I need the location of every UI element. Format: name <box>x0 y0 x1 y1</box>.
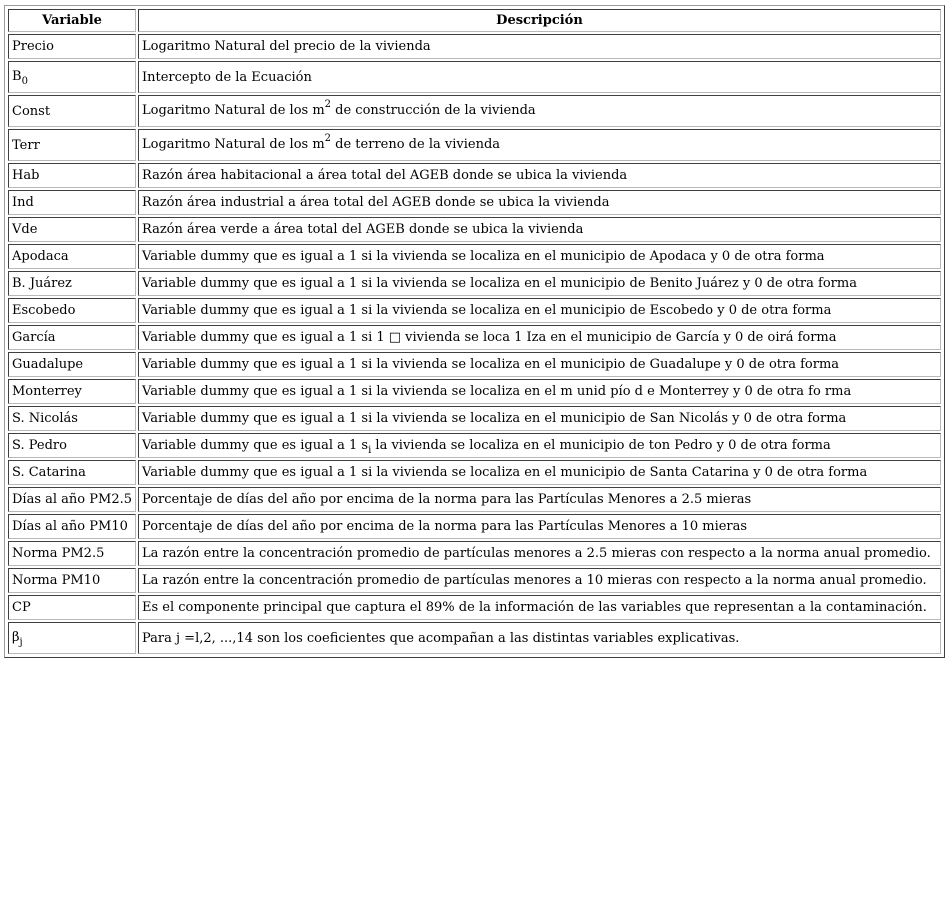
description-cell: Razón área industrial a área total del AGEB donde se ubica la vivienda <box>138 190 941 215</box>
description-superscript: 2 <box>324 133 332 144</box>
variable-cell: Guadalupe <box>8 352 136 377</box>
description-cell: Porcentaje de días del año por encima de la norma para las Partículas Menores a 10 mieras <box>138 514 941 539</box>
table-row <box>8 61 941 93</box>
variable-cell: Terr <box>8 129 136 161</box>
description-cell: Variable dummy que es igual a 1 si la vivienda se localiza en el municipio de Escobedo y 0 de otra forma <box>138 298 941 323</box>
variable-subscript: 0 <box>21 76 28 87</box>
description-text: Variable dummy que es igual a 1 s <box>142 437 369 453</box>
table-row <box>8 595 941 620</box>
table-row <box>8 325 941 350</box>
description-cell: Variable dummy que es igual a 1 si 1 □ vivienda se loca 1 Iza en el municipio de García y 0 de oirá forma <box>138 325 941 350</box>
table-row <box>8 622 941 654</box>
variable-cell: B. Juárez <box>8 271 136 296</box>
description-cell: Para j =l,2, ...,14 son los coeficientes que acompañan a las distintas variables explicativas. <box>138 622 941 654</box>
variable-cell: S. Catarina <box>8 460 136 485</box>
table-header-row <box>8 9 941 32</box>
variable-cell: García <box>8 325 136 350</box>
variable-cell: Ind <box>8 190 136 215</box>
header-descripcion: Descripción <box>138 9 941 32</box>
header-variable: Variable <box>8 9 136 32</box>
description-cell: Razón área habitacional a área total del AGEB donde se ubica la vivienda <box>138 163 941 188</box>
description-cell: Intercepto de la Ecuación <box>138 61 941 93</box>
description-cell: Variable dummy que es igual a 1 si la vivienda se localiza en el municipio de Apodaca y 0 de otra forma <box>138 244 941 269</box>
description-cell: Variable dummy que es igual a 1 si la vivienda se localiza en el municipio de Santa Catarina y 0 de otra forma <box>138 460 941 485</box>
table-row <box>8 568 941 593</box>
table-row <box>8 379 941 404</box>
table-row <box>8 129 941 161</box>
description-text: de terreno de la vivienda <box>331 137 501 152</box>
variable-cell: Días al año PM10 <box>8 514 136 539</box>
variable-cell: Monterrey <box>8 379 136 404</box>
description-text: la vivienda se localiza en el municipio de ton Pedro y 0 de otra forma <box>371 437 831 453</box>
description-cell: Variable dummy que es igual a 1 si la vivienda se localiza en el municipio de San Nicolás y 0 de otra forma <box>138 406 941 431</box>
table-row <box>8 406 941 431</box>
description-text: de construcción de la vivienda <box>331 103 536 118</box>
table-row <box>8 541 941 566</box>
variable-cell: Vde <box>8 217 136 242</box>
description-text: Logaritmo Natural de los m <box>142 103 325 118</box>
table-row <box>8 352 941 377</box>
description-cell: Variable dummy que es igual a 1 si la vivienda se localiza en el m unid pío d e Monterrey y 0 de otra fo rma <box>138 379 941 404</box>
table-row <box>8 163 941 188</box>
variable-symbol: B <box>12 69 22 84</box>
table-row <box>8 298 941 323</box>
variables-table <box>6 7 943 656</box>
table-row <box>8 487 941 512</box>
variables-table-frame <box>4 5 945 658</box>
description-cell <box>138 433 941 458</box>
variable-cell: Escobedo <box>8 298 136 323</box>
variable-cell: Const <box>8 95 136 127</box>
description-cell: Razón área verde a área total del AGEB donde se ubica la vivienda <box>138 217 941 242</box>
variable-cell: Hab <box>8 163 136 188</box>
table-row <box>8 460 941 485</box>
variable-cell <box>8 61 136 93</box>
variable-symbol: β <box>12 630 20 645</box>
table-row <box>8 95 941 127</box>
description-cell <box>138 95 941 127</box>
description-superscript: 2 <box>324 99 332 110</box>
table-row <box>8 271 941 296</box>
description-cell: Porcentaje de días del año por encima de la norma para las Partículas Menores a 2.5 mieras <box>138 487 941 512</box>
variable-cell: Norma PM2.5 <box>8 541 136 566</box>
variable-cell: Apodaca <box>8 244 136 269</box>
description-cell: Logaritmo Natural del precio de la vivienda <box>138 34 941 59</box>
table-row <box>8 190 941 215</box>
description-cell: Es el componente principal que captura el 89% de la información de las variables que representan a la contaminación. <box>138 595 941 620</box>
variable-cell: Días al año PM2.5 <box>8 487 136 512</box>
description-cell: La razón entre la concentración promedio de partículas menores a 10 mieras con respecto a la norma anual promedio. <box>138 568 941 593</box>
variable-subscript: j <box>19 637 23 648</box>
table-row <box>8 244 941 269</box>
variable-cell <box>8 622 136 654</box>
variable-cell: CP <box>8 595 136 620</box>
description-cell: Variable dummy que es igual a 1 si la vivienda se localiza en el municipio de Benito Juárez y 0 de otra forma <box>138 271 941 296</box>
description-cell <box>138 129 941 161</box>
variable-cell: Precio <box>8 34 136 59</box>
table-row <box>8 433 941 458</box>
table-row <box>8 217 941 242</box>
table-row <box>8 34 941 59</box>
variable-cell: S. Nicolás <box>8 406 136 431</box>
variable-cell: Norma PM10 <box>8 568 136 593</box>
table-row <box>8 514 941 539</box>
description-subscript: i <box>368 444 372 456</box>
description-text: Logaritmo Natural de los m <box>142 137 325 152</box>
description-cell: Variable dummy que es igual a 1 si la vivienda se localiza en el municipio de Guadalupe y 0 de otra forma <box>138 352 941 377</box>
variable-cell: S. Pedro <box>8 433 136 458</box>
description-cell: La razón entre la concentración promedio de partículas menores a 2.5 mieras con respecto a la norma anual promedio. <box>138 541 941 566</box>
